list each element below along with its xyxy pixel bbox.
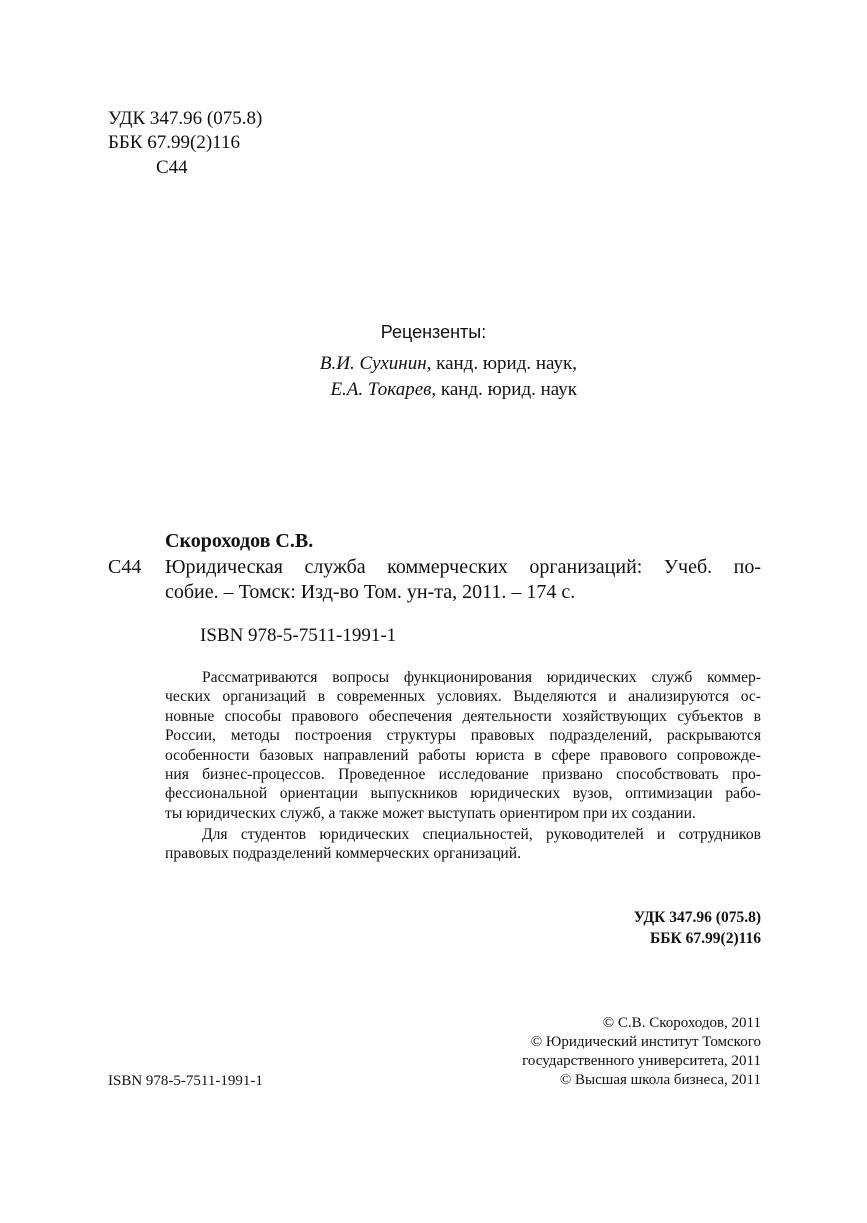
- abstract-line: фессиональной ориентации выпускников юридических вузов, оптимизации рабо-: [165, 785, 761, 803]
- isbn-bottom: ISBN 978-5-7511-1991-1: [108, 1073, 263, 1089]
- copyright-line: © Юридический институт Томского: [530, 1034, 761, 1050]
- author-heading: Скороходов С.В.: [165, 530, 314, 552]
- abstract-paragraph: [165, 668, 761, 823]
- copyright-line: © С.В. Скороходов, 2011: [602, 1015, 761, 1031]
- reviewers-heading: Рецензенты:: [380, 322, 487, 342]
- reviewer-degree: , канд. юрид. наук: [431, 379, 577, 400]
- abstract-line: новные способы правового обеспечения деятельности хозяйствующих субъектов в: [165, 707, 761, 725]
- author-mark-top: С44: [156, 157, 188, 178]
- isbn-main: ISBN 978-5-7511-1991-1: [200, 625, 397, 646]
- author-mark: С44: [108, 556, 142, 578]
- abstract-line: ния бизнес-процессов. Проведенное исследование призвано способствовать про-: [165, 766, 761, 784]
- copyright-line: © Высшая школа бизнеса, 2011: [559, 1072, 761, 1088]
- abstract-line: особенности базовых направлений работы юриста в сфере правового сопровожде-: [165, 746, 761, 764]
- reviewer-degree: , канд. юрид. наук,: [426, 353, 577, 374]
- book-title-line: Юридическая служба коммерческих организаций: Учеб. по-: [165, 556, 761, 578]
- abstract-line: ческих организаций в современных условиях. Выделяются и анализируются ос-: [165, 688, 761, 706]
- reviewer-item: [320, 352, 577, 376]
- udk-code-top: УДК 347.96 (075.8): [108, 108, 263, 129]
- udk-code-bottom: УДК 347.96 (075.8): [633, 909, 761, 926]
- audience-paragraph: [165, 825, 761, 864]
- abstract-line: ты юридических служб, а также может выступать ориентиром при их создании.: [165, 804, 696, 822]
- reviewer-name: Е.А. Токарев: [330, 379, 432, 400]
- book-title-line: собие. – Томск: Изд-во Том. ун-та, 2011. – 174 с.: [165, 581, 576, 603]
- reviewer-name: В.И. Сухинин: [319, 353, 427, 374]
- audience-line: Для студентов юридических специальностей, руководителей и сотрудников: [202, 826, 761, 843]
- bbk-code-top: ББК 67.99(2)116: [108, 132, 240, 153]
- bbk-code-bottom: ББК 67.99(2)116: [650, 930, 761, 947]
- reviewer-item: [330, 378, 577, 402]
- abstract-line: России, методы построения структуры правовых подразделений, раскрываются: [165, 727, 761, 745]
- abstract-line: Рассматриваются вопросы функционирования юридических служб коммер-: [202, 669, 761, 686]
- copyright-line: государственного университета, 2011: [522, 1053, 761, 1069]
- audience-line: правовых подразделений коммерческих организаций.: [165, 845, 522, 863]
